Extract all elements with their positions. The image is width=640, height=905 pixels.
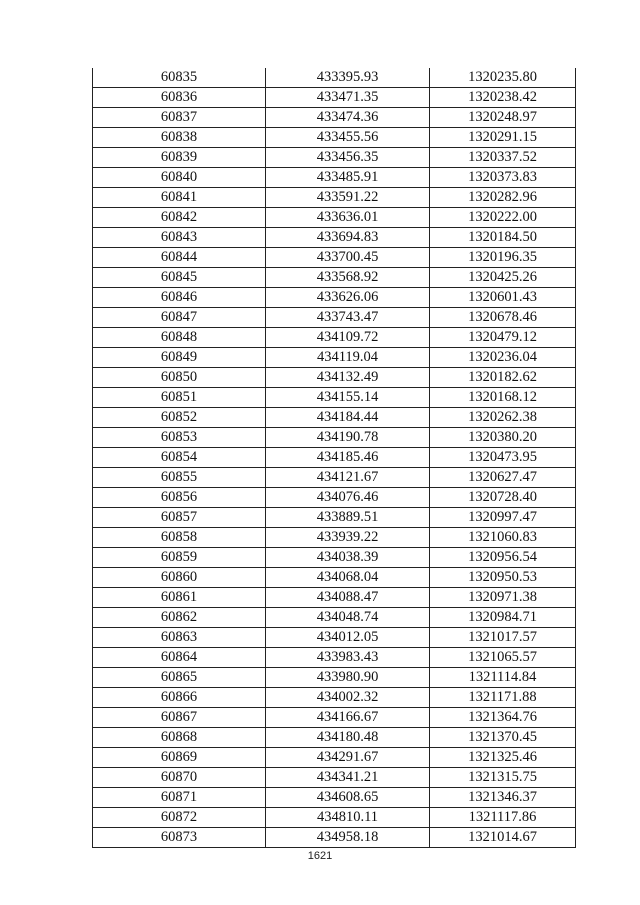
x-coordinate-cell: 433980.90 (266, 668, 430, 688)
table-row (93, 568, 576, 588)
table-row (93, 388, 576, 408)
point-id-cell: 60860 (93, 568, 266, 588)
y-coordinate-cell: 1320971.38 (430, 588, 576, 608)
point-id-cell: 60861 (93, 588, 266, 608)
table-row (93, 448, 576, 468)
x-coordinate-cell: 433743.47 (266, 308, 430, 328)
table-row (93, 268, 576, 288)
x-coordinate-cell: 434132.49 (266, 368, 430, 388)
y-coordinate-cell: 1321346.37 (430, 788, 576, 808)
coordinates-table (92, 68, 576, 848)
table-row (93, 148, 576, 168)
table-row (93, 748, 576, 768)
table-row (93, 608, 576, 628)
point-id-cell: 60858 (93, 528, 266, 548)
y-coordinate-cell: 1321370.45 (430, 728, 576, 748)
x-coordinate-cell: 434119.04 (266, 348, 430, 368)
point-id-cell: 60852 (93, 408, 266, 428)
table-row (93, 68, 576, 88)
point-id-cell: 60850 (93, 368, 266, 388)
point-id-cell: 60869 (93, 748, 266, 768)
y-coordinate-cell: 1320184.50 (430, 228, 576, 248)
y-coordinate-cell: 1320235.80 (430, 68, 576, 88)
coordinates-table-body (93, 68, 576, 848)
x-coordinate-cell: 434608.65 (266, 788, 430, 808)
point-id-cell: 60845 (93, 268, 266, 288)
x-coordinate-cell: 433983.43 (266, 648, 430, 668)
point-id-cell: 60836 (93, 88, 266, 108)
page-number: 1621 (307, 850, 333, 862)
y-coordinate-cell: 1321014.67 (430, 828, 576, 848)
x-coordinate-cell: 433456.35 (266, 148, 430, 168)
table-row (93, 708, 576, 728)
point-id-cell: 60870 (93, 768, 266, 788)
y-coordinate-cell: 1320282.96 (430, 188, 576, 208)
point-id-cell: 60844 (93, 248, 266, 268)
table-row (93, 508, 576, 528)
table-row (93, 628, 576, 648)
point-id-cell: 60849 (93, 348, 266, 368)
table-row (93, 368, 576, 388)
x-coordinate-cell: 433939.22 (266, 528, 430, 548)
table-row (93, 308, 576, 328)
y-coordinate-cell: 1320956.54 (430, 548, 576, 568)
x-coordinate-cell: 434038.39 (266, 548, 430, 568)
point-id-cell: 60863 (93, 628, 266, 648)
x-coordinate-cell: 433626.06 (266, 288, 430, 308)
y-coordinate-cell: 1321171.88 (430, 688, 576, 708)
x-coordinate-cell: 434076.46 (266, 488, 430, 508)
table-row (93, 648, 576, 668)
point-id-cell: 60865 (93, 668, 266, 688)
y-coordinate-cell: 1320473.95 (430, 448, 576, 468)
table-row (93, 228, 576, 248)
y-coordinate-cell: 1320236.04 (430, 348, 576, 368)
table-row (93, 468, 576, 488)
y-coordinate-cell: 1320984.71 (430, 608, 576, 628)
table-row (93, 548, 576, 568)
table-row (93, 348, 576, 368)
x-coordinate-cell: 433694.83 (266, 228, 430, 248)
table-row (93, 808, 576, 828)
y-coordinate-cell: 1320425.26 (430, 268, 576, 288)
x-coordinate-cell: 434088.47 (266, 588, 430, 608)
y-coordinate-cell: 1320373.83 (430, 168, 576, 188)
point-id-cell: 60856 (93, 488, 266, 508)
table-row (93, 188, 576, 208)
x-coordinate-cell: 434185.46 (266, 448, 430, 468)
point-id-cell: 60867 (93, 708, 266, 728)
y-coordinate-cell: 1320168.12 (430, 388, 576, 408)
table-row (93, 248, 576, 268)
x-coordinate-cell: 433636.01 (266, 208, 430, 228)
point-id-cell: 60847 (93, 308, 266, 328)
x-coordinate-cell: 433568.92 (266, 268, 430, 288)
table-row (93, 788, 576, 808)
table-row (93, 208, 576, 228)
x-coordinate-cell: 434121.67 (266, 468, 430, 488)
y-coordinate-cell: 1320238.42 (430, 88, 576, 108)
y-coordinate-cell: 1321117.86 (430, 808, 576, 828)
point-id-cell: 60840 (93, 168, 266, 188)
point-id-cell: 60855 (93, 468, 266, 488)
y-coordinate-cell: 1320997.47 (430, 508, 576, 528)
point-id-cell: 60872 (93, 808, 266, 828)
x-coordinate-cell: 433591.22 (266, 188, 430, 208)
y-coordinate-cell: 1320728.40 (430, 488, 576, 508)
x-coordinate-cell: 434958.18 (266, 828, 430, 848)
x-coordinate-cell: 433474.36 (266, 108, 430, 128)
x-coordinate-cell: 434810.11 (266, 808, 430, 828)
y-coordinate-cell: 1320678.46 (430, 308, 576, 328)
x-coordinate-cell: 434184.44 (266, 408, 430, 428)
point-id-cell: 60857 (93, 508, 266, 528)
x-coordinate-cell: 433889.51 (266, 508, 430, 528)
point-id-cell: 60873 (93, 828, 266, 848)
x-coordinate-cell: 434109.72 (266, 328, 430, 348)
point-id-cell: 60871 (93, 788, 266, 808)
table-row (93, 588, 576, 608)
point-id-cell: 60868 (93, 728, 266, 748)
point-id-cell: 60846 (93, 288, 266, 308)
y-coordinate-cell: 1320291.15 (430, 128, 576, 148)
x-coordinate-cell: 434012.05 (266, 628, 430, 648)
point-id-cell: 60838 (93, 128, 266, 148)
x-coordinate-cell: 434180.48 (266, 728, 430, 748)
point-id-cell: 60859 (93, 548, 266, 568)
point-id-cell: 60853 (93, 428, 266, 448)
table-row (93, 488, 576, 508)
point-id-cell: 60862 (93, 608, 266, 628)
x-coordinate-cell: 433455.56 (266, 128, 430, 148)
x-coordinate-cell: 434291.67 (266, 748, 430, 768)
table-row (93, 428, 576, 448)
x-coordinate-cell: 434002.32 (266, 688, 430, 708)
y-coordinate-cell: 1321065.57 (430, 648, 576, 668)
y-coordinate-cell: 1320248.97 (430, 108, 576, 128)
y-coordinate-cell: 1320182.62 (430, 368, 576, 388)
y-coordinate-cell: 1321017.57 (430, 628, 576, 648)
y-coordinate-cell: 1321114.84 (430, 668, 576, 688)
point-id-cell: 60839 (93, 148, 266, 168)
table-row (93, 528, 576, 548)
x-coordinate-cell: 434166.67 (266, 708, 430, 728)
y-coordinate-cell: 1321060.83 (430, 528, 576, 548)
table-row (93, 288, 576, 308)
y-coordinate-cell: 1320380.20 (430, 428, 576, 448)
x-coordinate-cell: 433485.91 (266, 168, 430, 188)
x-coordinate-cell: 434190.78 (266, 428, 430, 448)
table-row (93, 88, 576, 108)
table-row (93, 728, 576, 748)
x-coordinate-cell: 434068.04 (266, 568, 430, 588)
table-row (93, 768, 576, 788)
point-id-cell: 60864 (93, 648, 266, 668)
table-row (93, 828, 576, 848)
y-coordinate-cell: 1320337.52 (430, 148, 576, 168)
y-coordinate-cell: 1321364.76 (430, 708, 576, 728)
y-coordinate-cell: 1320479.12 (430, 328, 576, 348)
y-coordinate-cell: 1320627.47 (430, 468, 576, 488)
table-row (93, 668, 576, 688)
point-id-cell: 60851 (93, 388, 266, 408)
table-row (93, 688, 576, 708)
x-coordinate-cell: 434155.14 (266, 388, 430, 408)
y-coordinate-cell: 1321315.75 (430, 768, 576, 788)
table-row (93, 328, 576, 348)
y-coordinate-cell: 1320262.38 (430, 408, 576, 428)
table-row (93, 108, 576, 128)
x-coordinate-cell: 433471.35 (266, 88, 430, 108)
y-coordinate-cell: 1320222.00 (430, 208, 576, 228)
y-coordinate-cell: 1320950.53 (430, 568, 576, 588)
table-row (93, 408, 576, 428)
point-id-cell: 60843 (93, 228, 266, 248)
x-coordinate-cell: 433700.45 (266, 248, 430, 268)
x-coordinate-cell: 434048.74 (266, 608, 430, 628)
point-id-cell: 60837 (93, 108, 266, 128)
y-coordinate-cell: 1321325.46 (430, 748, 576, 768)
point-id-cell: 60848 (93, 328, 266, 348)
point-id-cell: 60841 (93, 188, 266, 208)
y-coordinate-cell: 1320601.43 (430, 288, 576, 308)
x-coordinate-cell: 434341.21 (266, 768, 430, 788)
x-coordinate-cell: 433395.93 (266, 68, 430, 88)
point-id-cell: 60866 (93, 688, 266, 708)
point-id-cell: 60854 (93, 448, 266, 468)
point-id-cell: 60835 (93, 68, 266, 88)
y-coordinate-cell: 1320196.35 (430, 248, 576, 268)
table-row (93, 168, 576, 188)
table-row (93, 128, 576, 148)
point-id-cell: 60842 (93, 208, 266, 228)
